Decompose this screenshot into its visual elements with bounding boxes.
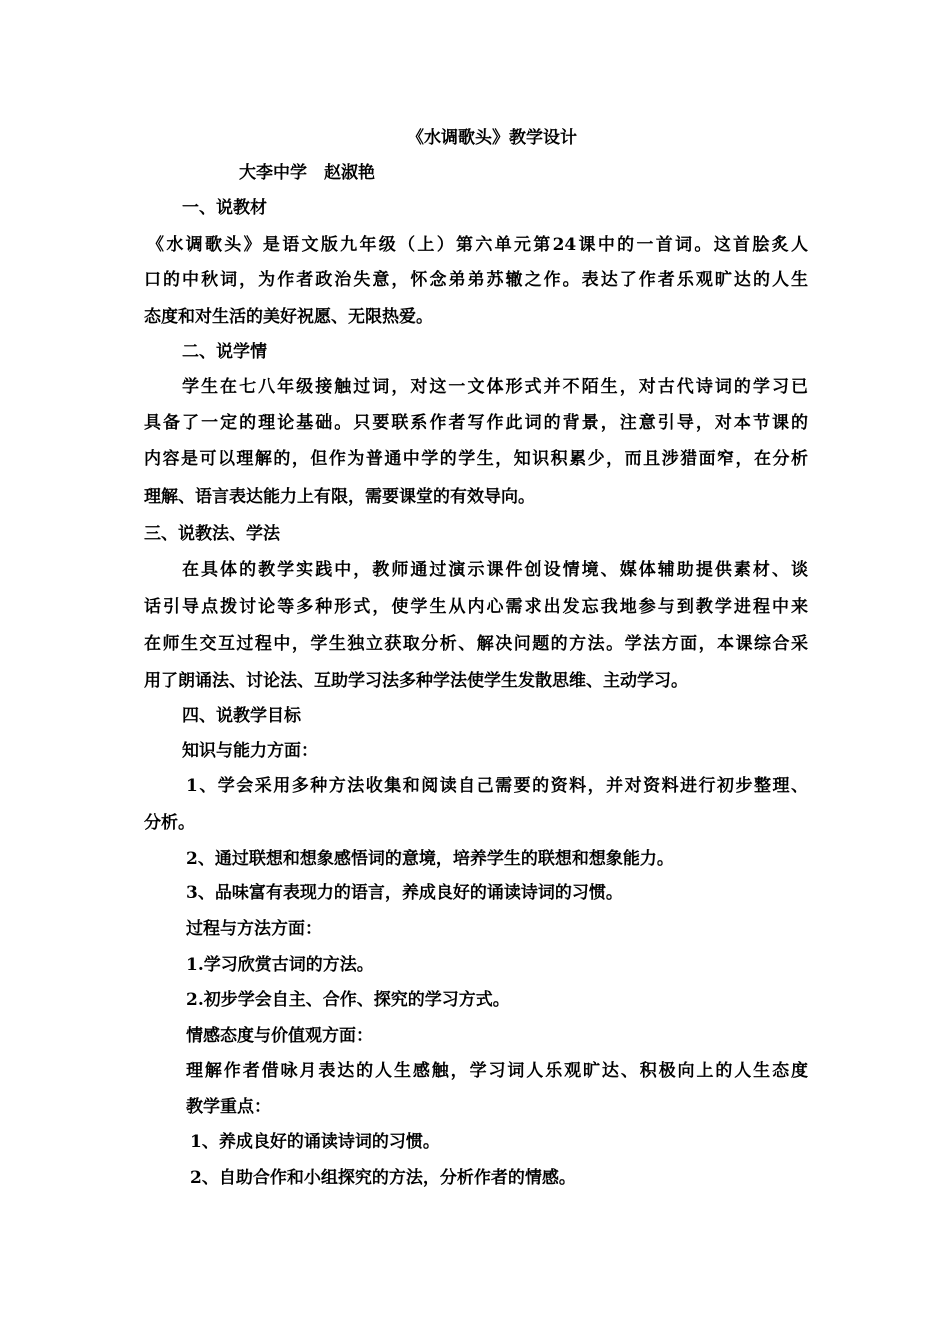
subheading-process: 过程与方法方面： [186, 919, 322, 939]
paragraph-line: 态度和对生活的美好祝愿、无限热爱。 [144, 307, 433, 327]
paragraph-line: 理解、语言表达能力上有限，需要课堂的有效导向。 [144, 487, 535, 507]
subheading-knowledge: 知识与能力方面： [182, 741, 318, 761]
section-heading-students: 二、说学情 [182, 342, 267, 362]
paragraph-line: 内容是可以理解的，但作为普通中学的学生，知识积累少，而且涉猎面窄，在分析 [144, 449, 808, 469]
list-item: 分析。 [144, 813, 195, 833]
list-item: 3、品味富有表现力的语言，养成良好的诵读诗词的习惯。 [186, 883, 623, 903]
list-item: 2、通过联想和想象感悟词的意境，培养学生的联想和想象能力。 [186, 849, 674, 869]
paragraph-line: 在具体的教学实践中，教师通过演示课件创设情境、媒体辅助提供素材、谈 [182, 560, 808, 580]
subheading-emotion: 情感态度与价值观方面： [186, 1026, 373, 1046]
paragraph-line: 话引导点拨讨论等多种形式，使学生从内心需求出发忘我地参与到教学进程中来 [144, 597, 808, 617]
paragraph-line: 《水调歌头》是语文版九年级（上）第六单元第24课中的一首词。这首脍炙人 [147, 235, 808, 255]
section-heading-textbook: 一、说教材 [182, 198, 267, 218]
paragraph-line: 具备了一定的理论基础。只要联系作者写作此词的背景，注意引导，对本节课的 [144, 413, 808, 433]
subheading-key-points: 教学重点： [186, 1097, 271, 1117]
paragraph-line: 理解作者借咏月表达的人生感触，学习词人乐观旷达、积极向上的人生态度 [186, 1061, 808, 1081]
paragraph-line: 学生在七八年级接触过词，对这一文体形式并不陌生，对古代诗词的学习已 [182, 377, 808, 397]
list-item: 1、学会采用多种方法收集和阅读自己需要的资料，并对资料进行初步整理、 [186, 776, 808, 796]
author-line: 大李中学 赵淑艳 [239, 163, 375, 183]
document-title: 《水调歌头》教学设计 [407, 128, 577, 148]
list-item: 2、自助合作和小组探究的方法，分析作者的情感。 [190, 1168, 576, 1188]
list-item: 1、养成良好的诵读诗词的习惯。 [190, 1132, 440, 1152]
paragraph-line: 在师生交互过程中，学生独立获取分析、解决问题的方法。学法方面，本课综合采 [144, 634, 808, 654]
section-heading-methods: 三、说教法、学法 [144, 524, 280, 544]
list-item: 2.初步学会自主、合作、探究的学习方式。 [186, 990, 510, 1010]
list-item: 1.学习欣赏古词的方法。 [186, 955, 374, 975]
section-heading-objectives: 四、说教学目标 [182, 706, 301, 726]
paragraph-line: 用了朗诵法、讨论法、互助学习法多种学法使学生发散思维、主动学习。 [144, 671, 688, 691]
paragraph-line: 口的中秋词，为作者政治失意，怀念弟弟苏辙之作。表达了作者乐观旷达的人生 [144, 270, 808, 290]
